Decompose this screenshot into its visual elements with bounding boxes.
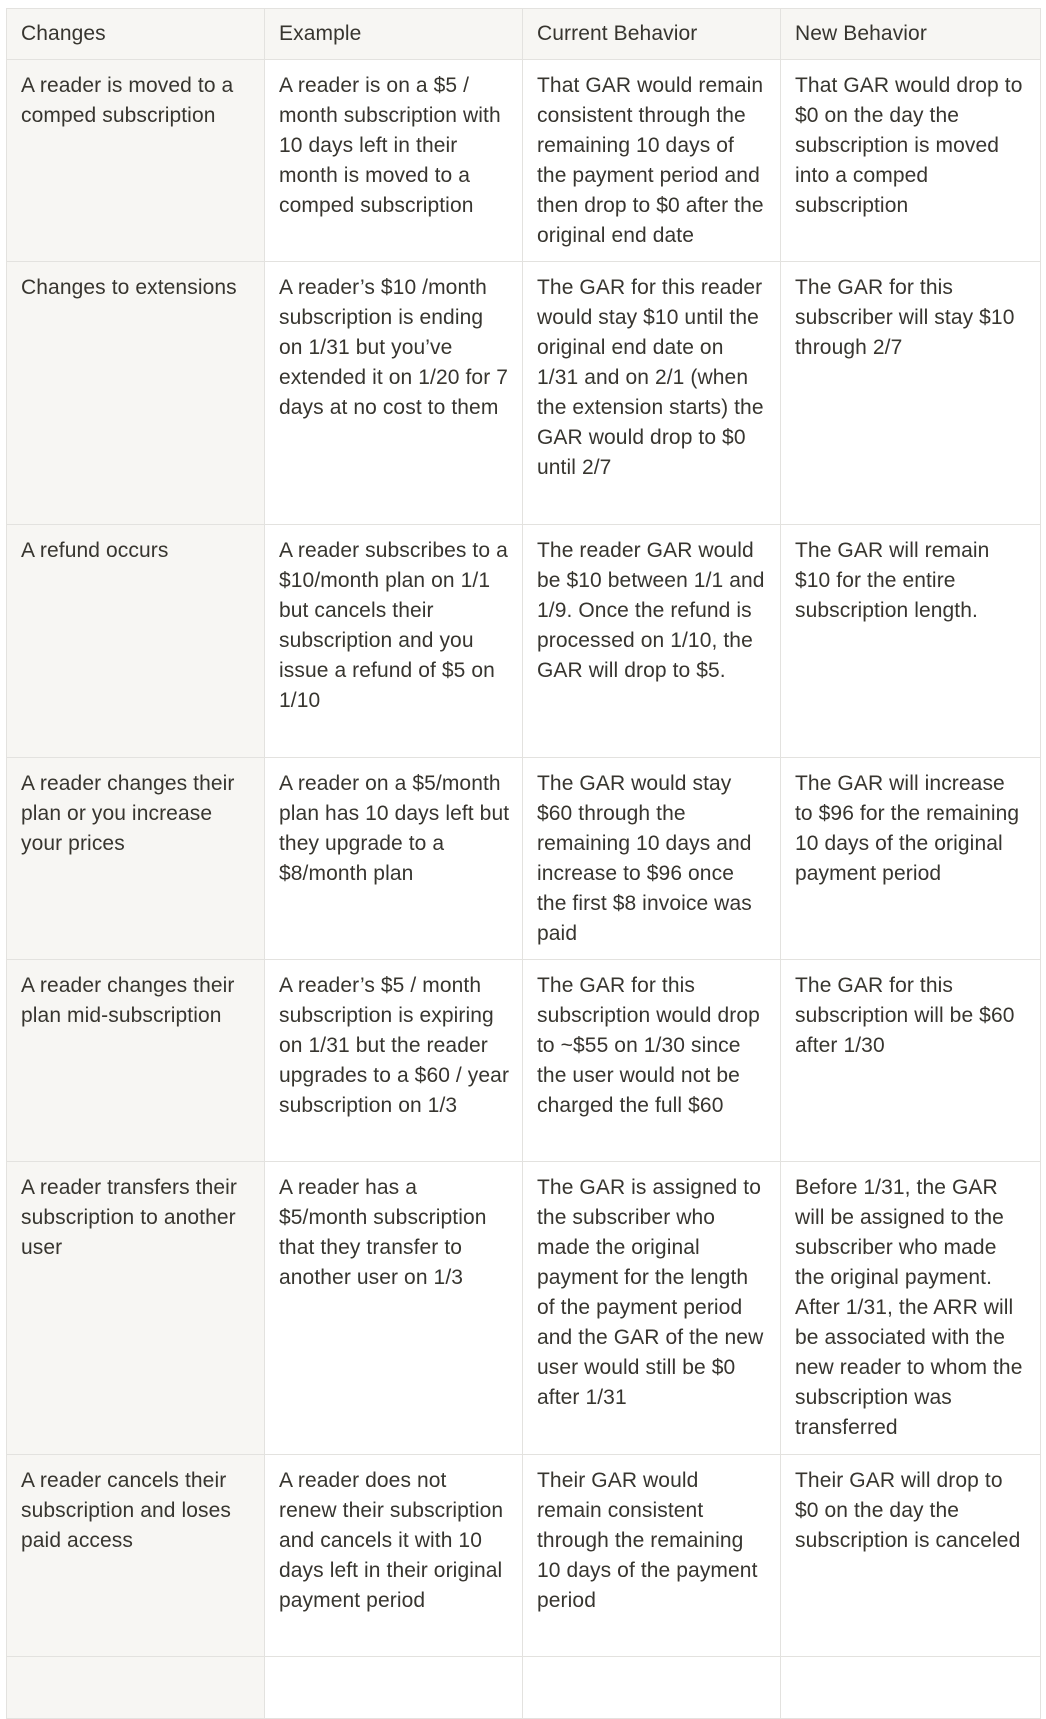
- gar-changes-table-container: [6, 8, 1040, 1719]
- cell-empty: [7, 1657, 265, 1719]
- cell-new-behavior: The GAR will remain $10 for the entire subscription length.: [781, 525, 1041, 758]
- cell-example: A reader is on a $5 / month subscription with 10 days left in their month is moved to a comped subscription: [265, 60, 523, 262]
- table-row: [7, 960, 1041, 1162]
- cell-example: A reader on a $5/month plan has 10 days left but they upgrade to a $8/month plan: [265, 758, 523, 960]
- gar-changes-table: [6, 8, 1041, 1719]
- header-current-behavior: Current Behavior: [523, 9, 781, 60]
- cell-change: Changes to extensions: [7, 262, 265, 525]
- cell-new-behavior: Before 1/31, the GAR will be assigned to the subscriber who made the original payment. After 1/31, the ARR will be associated with the new reader to whom the subscription was transferred: [781, 1162, 1041, 1455]
- cell-change: A reader changes their plan or you increase your prices: [7, 758, 265, 960]
- table-row: [7, 758, 1041, 960]
- cell-empty: [265, 1657, 523, 1719]
- cell-example: A reader has a $5/month subscription that they transfer to another user on 1/3: [265, 1162, 523, 1455]
- table-header-row: [7, 9, 1041, 60]
- table-row: [7, 1162, 1041, 1455]
- table-row: [7, 525, 1041, 758]
- table-row: [7, 1455, 1041, 1657]
- cell-empty: [781, 1657, 1041, 1719]
- cell-change: A reader transfers their subscription to another user: [7, 1162, 265, 1455]
- header-example: Example: [265, 9, 523, 60]
- cell-current-behavior: That GAR would remain consistent through the remaining 10 days of the payment period and then drop to $0 after the original end date: [523, 60, 781, 262]
- cell-change: A reader changes their plan mid-subscription: [7, 960, 265, 1162]
- cell-example: A reader does not renew their subscription and cancels it with 10 days left in their original payment period: [265, 1455, 523, 1657]
- cell-current-behavior: The GAR for this reader would stay $10 until the original end date on 1/31 and on 2/1 (when the extension starts) the GAR would drop to $0 until 2/7: [523, 262, 781, 525]
- cell-new-behavior: The GAR will increase to $96 for the remaining 10 days of the original payment period: [781, 758, 1041, 960]
- cell-current-behavior: The reader GAR would be $10 between 1/1 and 1/9. Once the refund is processed on 1/10, the GAR will drop to $5.: [523, 525, 781, 758]
- cell-example: A reader subscribes to a $10/month plan on 1/1 but cancels their subscription and you issue a refund of $5 on 1/10: [265, 525, 523, 758]
- cell-new-behavior: That GAR would drop to $0 on the day the subscription is moved into a comped subscription: [781, 60, 1041, 262]
- cell-new-behavior: The GAR for this subscriber will stay $10 through 2/7: [781, 262, 1041, 525]
- cell-change: A refund occurs: [7, 525, 265, 758]
- cell-new-behavior: Their GAR will drop to $0 on the day the subscription is canceled: [781, 1455, 1041, 1657]
- cell-change: A reader cancels their subscription and loses paid access: [7, 1455, 265, 1657]
- cell-new-behavior: The GAR for this subscription will be $60 after 1/30: [781, 960, 1041, 1162]
- table-row-partial: [7, 1657, 1041, 1719]
- header-changes: Changes: [7, 9, 265, 60]
- cell-current-behavior: Their GAR would remain consistent through the remaining 10 days of the payment period: [523, 1455, 781, 1657]
- cell-example: A reader’s $5 / month subscription is expiring on 1/31 but the reader upgrades to a $60 / year subscription on 1/3: [265, 960, 523, 1162]
- cell-current-behavior: The GAR would stay $60 through the remaining 10 days and increase to $96 once the first $8 invoice was paid: [523, 758, 781, 960]
- table-row: [7, 262, 1041, 525]
- cell-current-behavior: The GAR for this subscription would drop to ~$55 on 1/30 since the user would not be charged the full $60: [523, 960, 781, 1162]
- table-row: [7, 60, 1041, 262]
- cell-example: A reader’s $10 /month subscription is ending on 1/31 but you’ve extended it on 1/20 for 7 days at no cost to them: [265, 262, 523, 525]
- cell-change: A reader is moved to a comped subscription: [7, 60, 265, 262]
- header-new-behavior: New Behavior: [781, 9, 1041, 60]
- cell-empty: [523, 1657, 781, 1719]
- cell-current-behavior: The GAR is assigned to the subscriber who made the original payment for the length of the payment period and the GAR of the new user would still be $0 after 1/31: [523, 1162, 781, 1455]
